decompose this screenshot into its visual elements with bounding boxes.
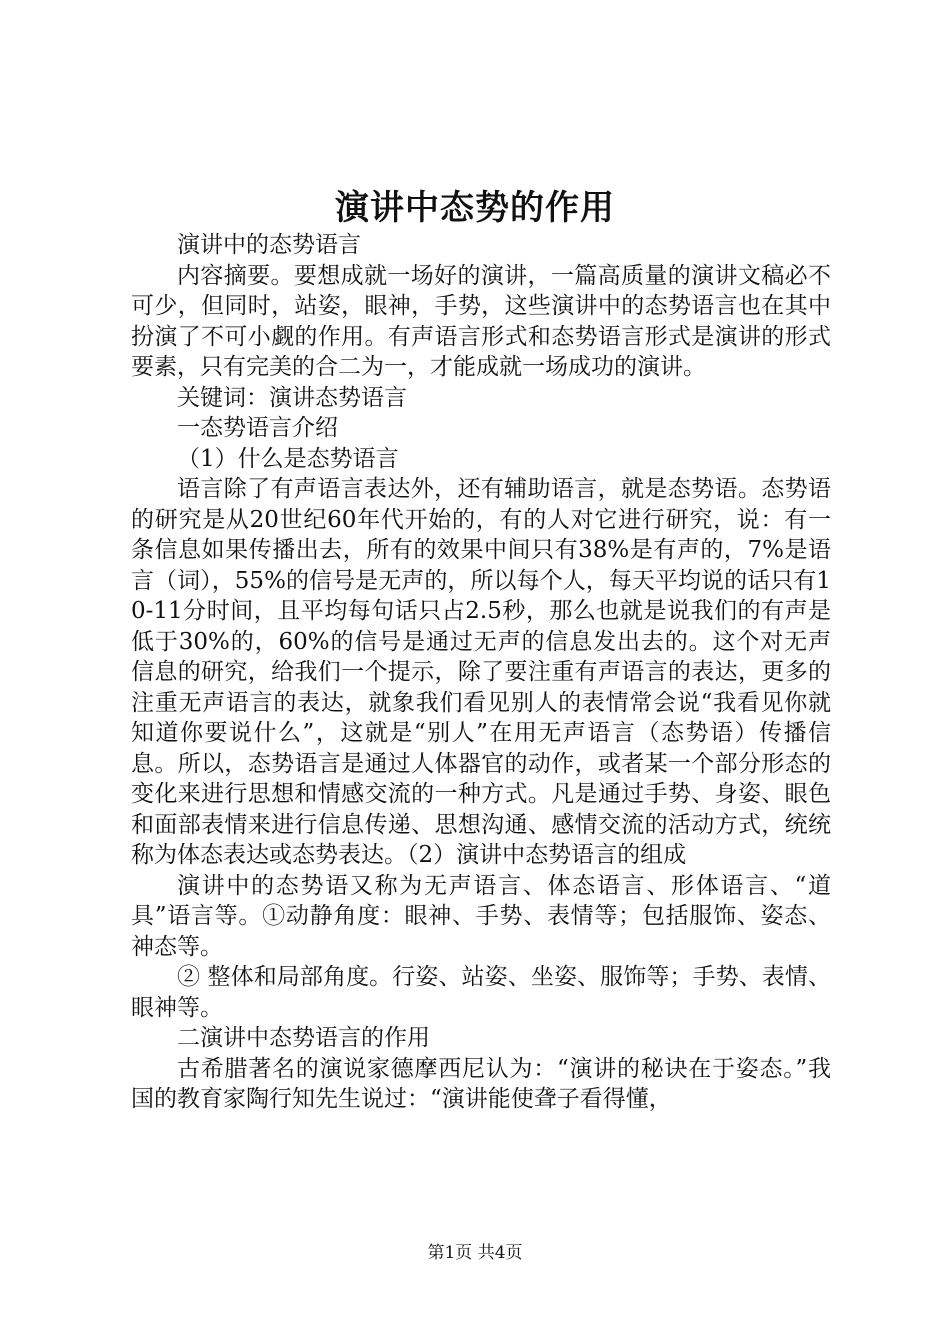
heading-section-1: 一态势语言介绍 (177, 415, 338, 441)
heading-section-2: 二演讲中态势语言的作用 (177, 1025, 430, 1051)
paragraph-abstract: 内容摘要。要想成就一场好的演讲，一篇高质量的演讲文稿必不可少，但同时，站姿，眼神，手势，这些演讲中的态势语言也在其中扮演了不可小觑的作用。有声语言形式和态势语言形式是演讲的形式要素，只有完美的合二为一，才能成就一场成功的演讲。 (131, 262, 831, 380)
page-footer: 第1页 共4页 (427, 1243, 523, 1263)
heading-subsection-1: （1）什么是态势语言 (177, 445, 399, 472)
paragraph-body-4: 古希腊著名的演说家德摩西尼认为：“演讲的秘诀在于姿态。”我国的教育家陶行知先生说过：“演讲能使聋子看得懂， (131, 1055, 831, 1112)
paragraph-keywords: 关键词：演讲态势语言 (177, 384, 407, 411)
document-body (131, 230, 831, 1115)
paragraph-body-3: ② 整体和局部角度。行姿、站姿、坐姿、服饰等；手势、表情、眼神等。 (131, 964, 831, 1021)
paragraph-body-2: 演讲中的态势语又称为无声语言、体态语言、形体语言、“道具”语言等。①动静角度：眼神、手势、表情等；包括服饰、姿态、神态等。 (131, 872, 831, 960)
document-title: 演讲中态势的作用 (335, 188, 615, 228)
paragraph-body-1: 语言除了有声语言表达外，还有辅助语言，就是态势语。态势语的研究是从20世纪60年代开始的，有的人对它进行研究，说：有一条信息如果传播出去，所有的效果中间只有38%是有声的，7%是语言（词），55%的信号是无声的，所以每个人，每天平均说的话只有10-11分时间，且平均每句话只占2.5秒，那么也就是说我们的有声是低于30%的，60%的信号是通过无声的信息发出去的。这个对无声信息的研究，给我们一个提示，除了要注重有声语言的表达，更多的注重无声语言的表达，就象我们看见别人的表情常会说“我看见你就知道你要说什么”，这就是“别人”在用无声语言（态势语）传播信息。所以，态势语言是通过人体器官的动作，或者某一个部分形态的变化来进行思想和情感交流的一种方式。凡是通过手势、身姿、眼色和面部表情来进行信息传递、思想沟通、感情交流的活动方式，统统称为体态表达或态势表达。（2）演讲中态势语言的组成 (131, 476, 831, 868)
paragraph-subtitle: 演讲中的态势语言 (177, 232, 361, 258)
